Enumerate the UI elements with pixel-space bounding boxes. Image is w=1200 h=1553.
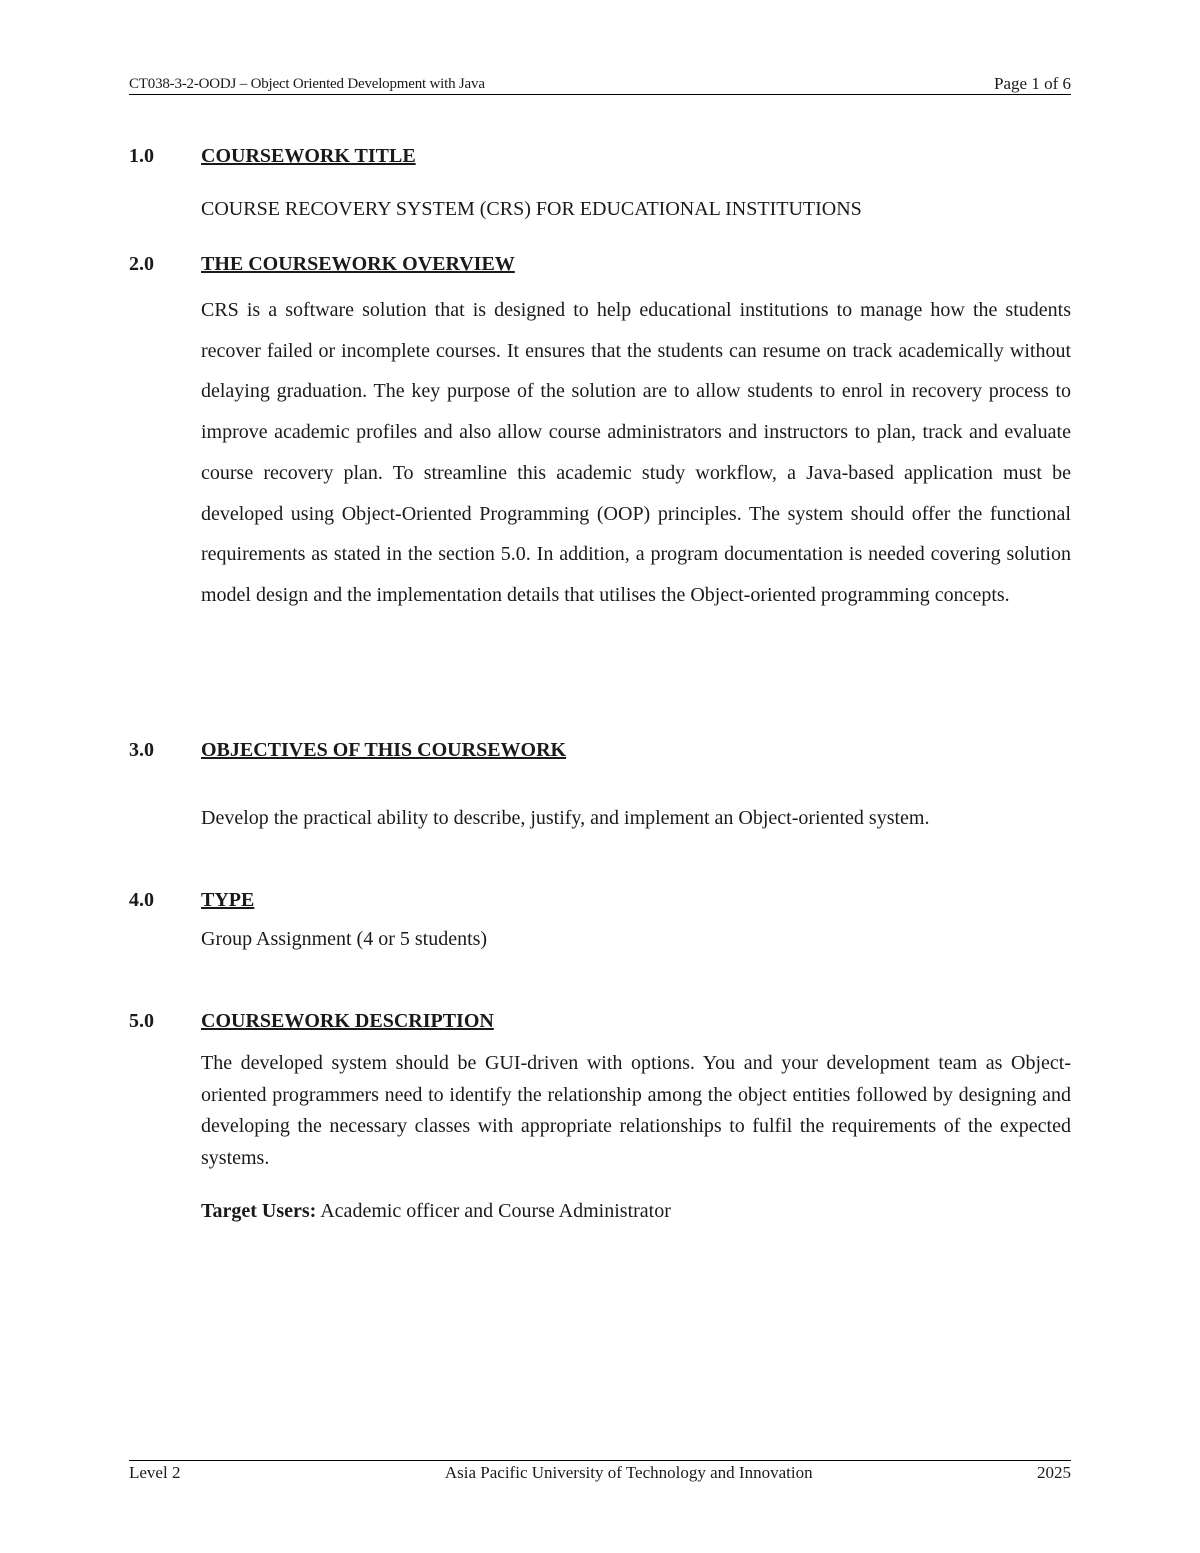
page-footer (129, 1460, 1071, 1483)
target-users-value: Academic officer and Course Administrator (316, 1200, 671, 1222)
section-heading: TYPE (201, 889, 255, 911)
section-number: 2.0 (129, 253, 154, 275)
section-body: CRS is a software solution that is designed to help educational institutions to manage how the students recover failed or incomplete courses. It ensures that the students can resume on track academically without delaying graduation. The key purpose of the solution are to allow students to enrol in recovery process to improve academic profiles and also allow course administrators and instructors to plan, track and evaluate course recovery plan. To streamline this academic study workflow, a Java-based application must be developed using Object-Oriented Programming (OOP) principles. The system should offer the functional requirements as stated in the section 5.0. In addition, a program documentation is needed covering solution model design and the implementation details that utilises the Object-oriented programming concepts. (201, 299, 1071, 606)
header-page-number: Page 1 of 6 (994, 74, 1071, 93)
section-heading: THE COURSEWORK OVERVIEW (201, 253, 515, 275)
section-body: The developed system should be GUI-driven with options. You and your development team as Object-oriented programmers need to identify the relationship among the object entities followed by designing and developing the necessary classes with appropriate relationships to fulfil the requirements of the expected systems. (201, 1052, 1071, 1169)
footer-year: 2025 (1037, 1463, 1071, 1482)
page-header (129, 72, 1071, 95)
section-heading: COURSEWORK DESCRIPTION (201, 1010, 494, 1032)
target-users (201, 1200, 671, 1223)
footer-institution: Asia Pacific University of Technology and Innovation (444, 1463, 813, 1482)
section-number: 4.0 (129, 889, 154, 911)
footer-level: Level 2 (129, 1463, 181, 1482)
section-heading: OBJECTIVES OF THIS COURSEWORK (201, 739, 567, 761)
section-number: 3.0 (129, 739, 154, 761)
section-body: Group Assignment (4 or 5 students) (201, 928, 488, 950)
section-body: Develop the practical ability to describe, justify, and implement an Object-oriented system. (201, 807, 930, 829)
section-heading: COURSEWORK TITLE (201, 145, 416, 167)
section-body: COURSE RECOVERY SYSTEM (CRS) FOR EDUCATIONAL INSTITUTIONS (201, 198, 862, 220)
target-users-label: Target Users: (201, 1200, 317, 1222)
section-number: 5.0 (129, 1010, 154, 1032)
header-course-title: CT038-3-2-OODJ – Object Oriented Development with Java (129, 76, 485, 92)
section-number: 1.0 (129, 145, 154, 167)
